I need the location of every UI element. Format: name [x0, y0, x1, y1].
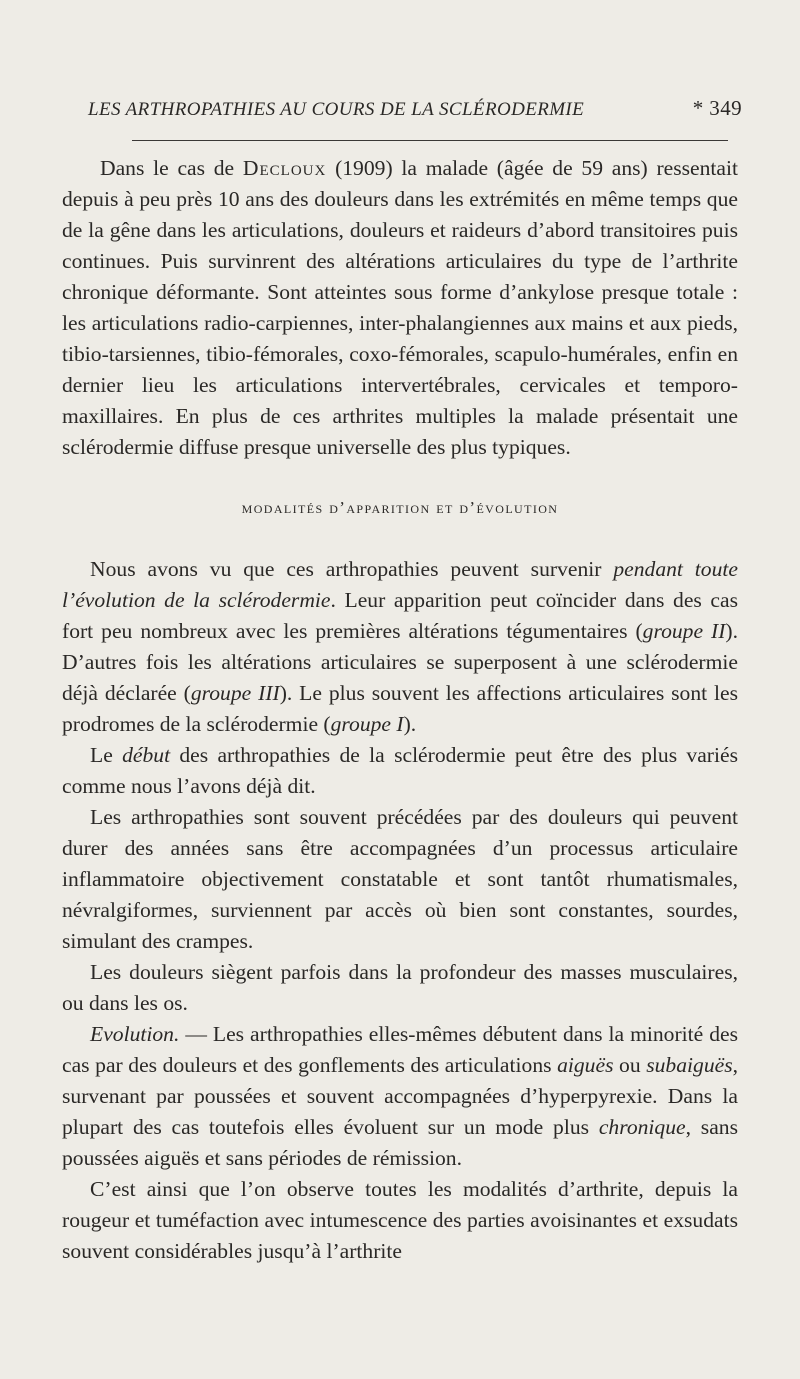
paragraph-sieges: Les douleurs siègent parfois dans la profondeur des masses musculaires, ou dans les os. [62, 960, 738, 1015]
paragraph-modalites: C’est ainsi que l’on observe toutes les modalités d’arthrite, depuis la rougeur et tuméfaction avec intumescence des parties avoisinantes et exsudats souvent considérables jusqu’à l’arthrite [62, 1177, 738, 1263]
section-heading: modalités d’apparition et d’évolution [241, 498, 559, 517]
body-text [62, 153, 738, 1267]
paragraph-debut: Le début des arthropathies de la sclérodermie peut être des plus variés comme nous l’avons déjà dit. [62, 743, 738, 798]
running-header [88, 96, 742, 121]
paragraph-decloux-case: Dans le cas de Decloux (1909) la malade (âgée de 59 ans) ressentait depuis à peu près 10 ans des douleurs dans les extrémités en même temps que de la gêne dans les articulations, douleurs et raideurs d’abord transitoires puis continues. Puis survinrent des altérations articulaires du type de l’arthrite chronique déformante. Sont atteintes sous forme d’ankylose presque totale : les articulations radio-carpiennes, inter-phalangiennes aux mains et aux pieds, tibio-tarsiennes, tibio-fémorales, coxo-fémorales, scapulo-humérales, enfin en dernier lieu les articulations intervertébrales, cervicales et temporo-maxillaires. En plus de ces arthrites multiples la malade présentait une sclérodermie diffuse presque universelle des plus typiques. [62, 156, 738, 459]
paragraph-douleurs: Les arthropathies sont souvent précédées par des douleurs qui peuvent durer des années sans être accompagnées d’un processus articulaire inflammatoire objectivement constatable et sont tantôt rhumatismales, névralgiformes, surviennent par accès où bien sont constantes, sourdes, simulant des crampes. [62, 805, 738, 953]
page-number: * 349 [692, 96, 742, 120]
paragraph-groups: Nous avons vu que ces arthropathies peuvent survenir pendant toute l’évolution de la sclérodermie. Leur apparition peut coïncider dans des cas fort peu nombreux avec les premières altérations tégumentaires (groupe II). D’autres fois les altérations articulaires se superposent à une sclérodermie déjà déclarée (groupe III). Le plus souvent les affections articulaires sont les prodromes de la sclérodermie (groupe I). [62, 557, 739, 736]
paragraph-evolution: Evolution. — Les arthropathies elles-mêmes débutent dans la minorité des cas par des douleurs et des gonflements des articulations aiguës ou subaiguës, survenant par poussées et souvent accompagnées d’hyperpyrexie. Dans la plupart des cas toutefois elles évoluent sur un mode plus chronique, sans poussées aiguës et sans périodes de rémission. [62, 1022, 739, 1170]
running-title: LES ARTHROPATHIES AU COURS DE LA SCLÉRODERMIE [88, 99, 585, 120]
header-rule [132, 140, 728, 141]
author-name: Decloux [242, 156, 327, 180]
